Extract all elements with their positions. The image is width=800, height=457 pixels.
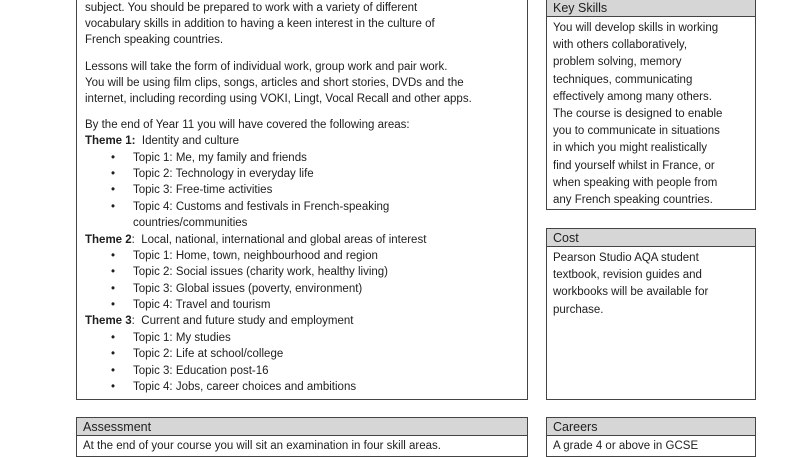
theme-label: Theme 3: [85, 315, 132, 328]
list-item-continued: countries/communities: [133, 217, 248, 230]
cost-text: [547, 247, 755, 322]
theme-label: Theme 2: [85, 233, 132, 246]
lessons-line-1: Lessons will take the form of individual work, group work and pair work.: [85, 60, 448, 73]
theme-3-heading: Theme 3: Current and future study and employment: [85, 315, 354, 328]
list-item: • Topic 2: Technology in everyday life: [133, 166, 519, 182]
text-line: you to communicate in situations: [553, 125, 720, 138]
theme-title: Identity and culture: [141, 135, 240, 148]
cover-line: By the end of Year 11 you will have covered the following areas:: [85, 119, 410, 132]
text-line: purchase.: [553, 303, 604, 316]
list-item: • Topic 3: Education post-16: [133, 363, 519, 379]
list-item: • Topic 1: Home, town, neighbourhood and region: [133, 248, 519, 264]
theme-2-heading: Theme 2: Local, national, international and global areas of interest: [85, 233, 427, 246]
theme-3-topics: [85, 330, 519, 396]
text-line: in which you might realistically: [553, 142, 708, 155]
key-skills-box: [546, 0, 756, 210]
text-line: effectively among many others.: [553, 90, 712, 103]
list-item: • Topic 3: Free-time activities: [133, 182, 519, 198]
intro-line-1: subject. You should be prepared to work with a variety of different: [85, 2, 418, 14]
text-line: Pearson Studio AQA student: [553, 252, 699, 264]
list-item: • Topic 1: Me, my family and friends: [133, 150, 519, 166]
key-skills-text: [547, 17, 755, 210]
text-line: techniques, communicating: [553, 73, 693, 86]
text-line: problem solving, memory: [553, 56, 682, 69]
cost-box: [546, 228, 756, 400]
text-line: when speaking with people from: [553, 176, 718, 189]
assessment-box: [76, 417, 528, 457]
list-item: • Topic 3: Global issues (poverty, environment): [133, 281, 519, 297]
list-item: • Topic 4: Jobs, career choices and ambitions: [133, 379, 519, 395]
list-item: • Topic 4: Travel and tourism: [133, 297, 519, 313]
course-description-box: [76, 0, 528, 400]
assessment-text: At the end of your course you will sit an examination in four skill areas.: [83, 440, 441, 452]
list-item: • Topic 2: Life at school/college: [133, 346, 519, 362]
theme-1-heading: Theme 1: Identity and culture: [85, 135, 240, 148]
text-line: You will develop skills in working: [553, 22, 719, 34]
lessons-line-3: internet, including recording using VOKI, Lingt, Vocal Recall and other apps.: [85, 93, 472, 106]
cost-title: Cost: [547, 229, 755, 247]
list-item: • Topic 2: Social issues (charity work, healthy living): [133, 264, 519, 280]
text-line: with others collaboratively,: [553, 39, 688, 52]
assessment-title: Assessment: [77, 418, 527, 436]
intro-line-2: vocabulary skills in addition to having a keen interest in the culture of: [85, 18, 435, 31]
theme-title: Local, national, international and global areas of interest: [141, 233, 427, 246]
text-line: textbook, revision guides and: [553, 269, 702, 282]
text-line: workbooks will be available for: [553, 286, 709, 299]
theme-label: Theme 1: [85, 135, 132, 148]
careers-text: A grade 4 or above in GCSE: [553, 440, 699, 452]
text-line: any French speaking countries.: [553, 194, 713, 207]
key-skills-title: Key Skills: [547, 0, 755, 17]
list-item: • Topic 4: Customs and festivals in French-speaking: [133, 199, 519, 215]
theme-title: Current and future study and employment: [141, 315, 354, 328]
careers-title: Careers: [547, 418, 755, 436]
theme-2-topics: [85, 248, 519, 314]
intro-line-3: French speaking countries.: [85, 34, 224, 47]
text-line: find yourself whilst in France, or: [553, 159, 715, 172]
theme-1-topics: [85, 150, 519, 232]
text-line: The course is designed to enable: [553, 108, 723, 121]
list-item: • Topic 1: My studies: [133, 330, 519, 346]
careers-box: [546, 417, 756, 457]
lessons-line-2: You will be using film clips, songs, articles and short stories, DVDs and the: [85, 76, 464, 89]
